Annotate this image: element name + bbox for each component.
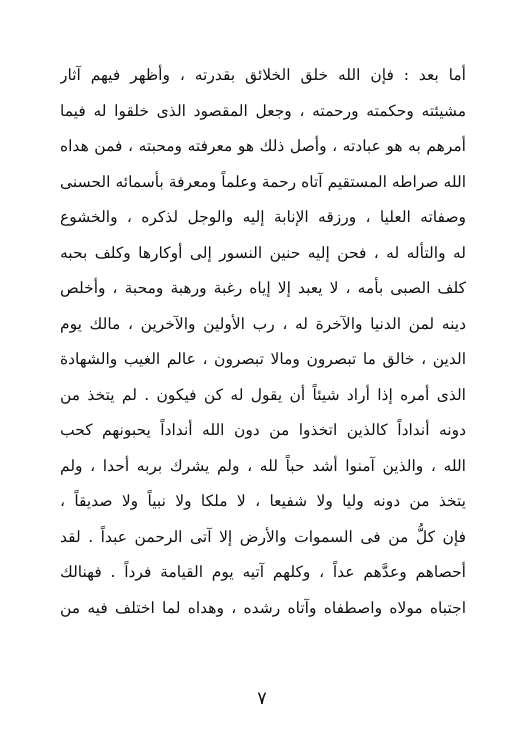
text-line: الله صراطه المستقيم آتاه رحمة وعلماً ومعرفة بأسمائه الحسنى bbox=[60, 172, 466, 191]
text-line: مشيئته وحكمته ورحمته ، وجعل المقصود الذى خلقوا له فيما bbox=[60, 101, 466, 120]
text-line: يتخذ من دونه وليا ولا شفيعا ، لا ملكا ولا نبياً ولا صديقاً ، bbox=[60, 492, 466, 510]
text-line: دينه لمن الدنيا والآخرة له ، رب الأولين والآخرين ، مالك يوم bbox=[60, 314, 466, 333]
text-line: الله ، والذين آمنوا أشد حباً لله ، ولم يشرك بربه أحدا ، ولم bbox=[60, 456, 466, 475]
text-line: الدين ، خالق ما تبصرون ومالا تبصرون ، عالم الغيب والشهادة bbox=[60, 350, 466, 368]
text-line: وصفاته العليا ، ورزقه الإنابة إليه والوجل لذكره ، والخشوع bbox=[60, 208, 466, 226]
text-line: دونه أنداداً كالذين اتخذوا من دون الله أنداداً يحبونهم كحب bbox=[60, 421, 466, 439]
text-line: اجتباه مولاه واصطفاه وآتاه رشده ، وهداه لما اختلف فيه من bbox=[60, 598, 466, 617]
text-line: كلف الصبى بأمه ، لا يعبد إلا إياه رغبة ورهبة ومحبة ، وأخلص bbox=[60, 279, 466, 297]
text-line: فإن كلُّ من فى السموات والأرض إلا آتى الرحمن عبداً . لقد bbox=[60, 527, 466, 546]
page-number: ٧ bbox=[257, 688, 267, 709]
text-line: الذى أمره إذا أراد شيئاً أن يقول له كن فيكون . لم يتخذ من bbox=[60, 385, 466, 404]
text-line: أحصاهم وعدَّهم عداً ، وكلهم آتيه يوم القيامة فرداً . فهنالك bbox=[60, 563, 466, 581]
text-line: له والتأله له ، فحن إليه حنين النسور إلى أوكارها وكلف بحبه bbox=[60, 243, 466, 262]
text-line: أما بعد : فإن الله خلق الخلائق بقدرته ، وأظهر فيهم آثار bbox=[60, 66, 466, 84]
text-line: أمرهم به هو عبادته ، وأصل ذلك هو معرفته ومحبته ، فمن هداه bbox=[60, 137, 466, 155]
body-text bbox=[60, 58, 466, 626]
